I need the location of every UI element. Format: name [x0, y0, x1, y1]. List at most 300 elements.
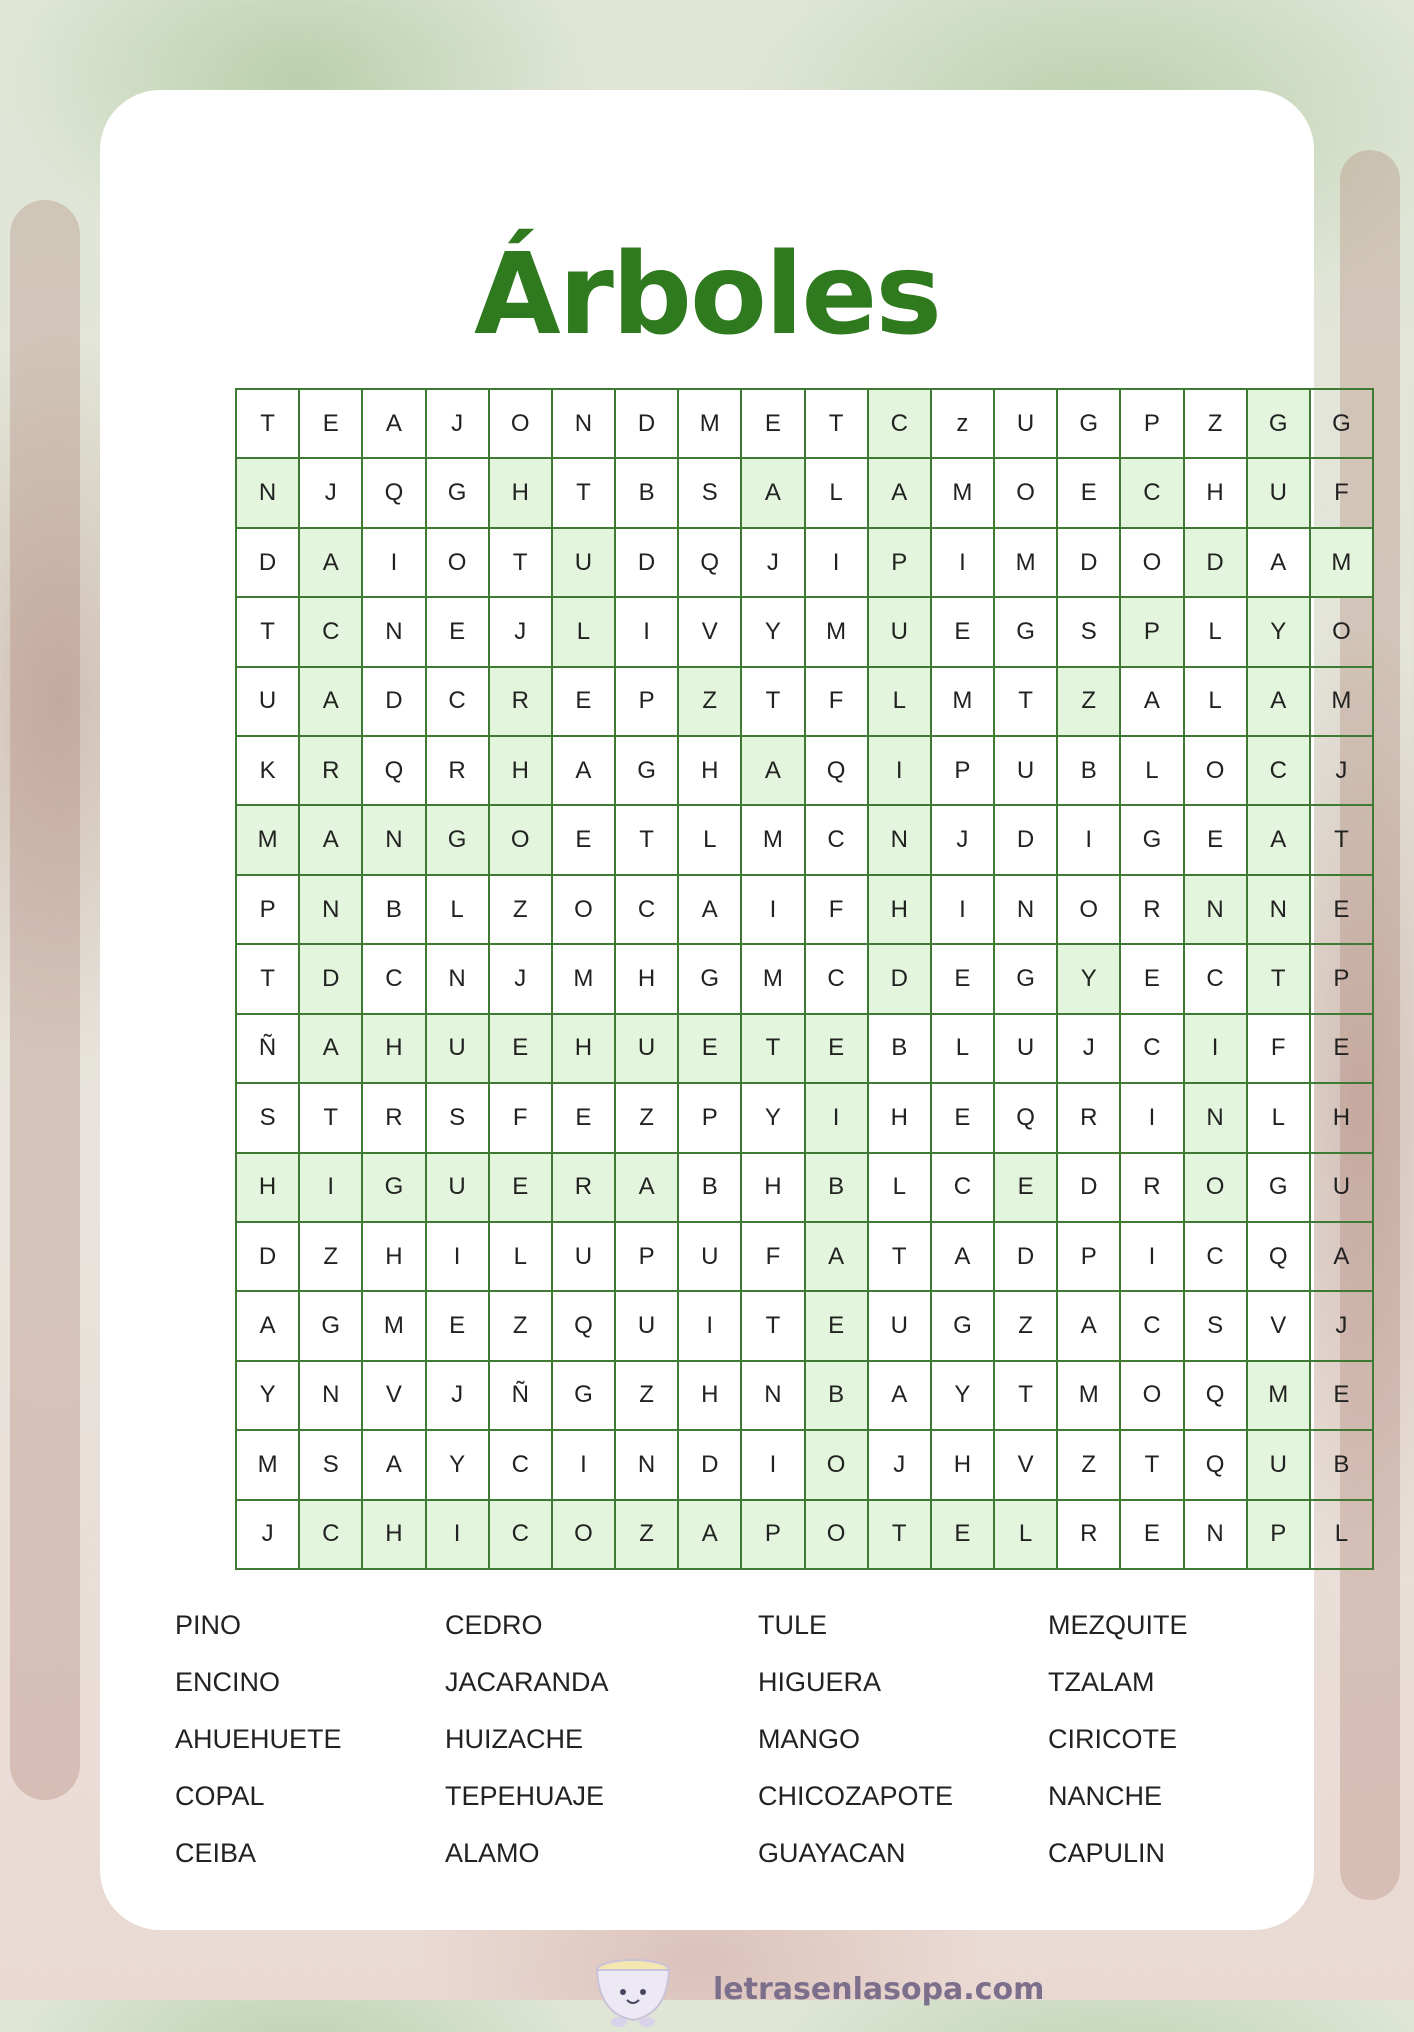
grid-cell[interactable]: C — [931, 1153, 994, 1222]
grid-cell[interactable]: J — [236, 1500, 299, 1569]
grid-cell[interactable]: H — [931, 1430, 994, 1499]
grid-cell[interactable]: H — [615, 944, 678, 1013]
grid-cell[interactable]: O — [552, 875, 615, 944]
grid-cell[interactable]: Ñ — [236, 1014, 299, 1083]
grid-cell[interactable]: E — [1120, 944, 1183, 1013]
grid-cell[interactable]: I — [741, 1430, 804, 1499]
grid-cell[interactable]: Q — [1184, 1430, 1247, 1499]
grid-cell[interactable]: M — [1310, 528, 1373, 597]
grid-cell[interactable]: M — [552, 944, 615, 1013]
grid-cell[interactable]: A — [299, 805, 362, 874]
grid-cell[interactable]: C — [426, 667, 489, 736]
grid-cell[interactable]: E — [489, 1153, 552, 1222]
grid-cell[interactable]: C — [299, 1500, 362, 1569]
grid-cell[interactable]: S — [299, 1430, 362, 1499]
grid-cell[interactable]: I — [868, 736, 931, 805]
grid-cell[interactable]: D — [236, 1222, 299, 1291]
grid-cell[interactable]: S — [236, 1083, 299, 1152]
grid-cell[interactable]: E — [552, 805, 615, 874]
grid-cell[interactable]: H — [868, 875, 931, 944]
grid-cell[interactable]: A — [868, 458, 931, 527]
grid-cell[interactable]: U — [994, 736, 1057, 805]
grid-cell[interactable]: G — [994, 944, 1057, 1013]
grid-cell[interactable]: H — [678, 1361, 741, 1430]
grid-cell[interactable]: B — [678, 1153, 741, 1222]
grid-cell[interactable]: Z — [994, 1291, 1057, 1360]
grid-cell[interactable]: D — [994, 1222, 1057, 1291]
grid-cell[interactable]: U — [615, 1014, 678, 1083]
grid-cell[interactable]: J — [489, 597, 552, 666]
grid-cell[interactable]: J — [868, 1430, 931, 1499]
grid-cell[interactable]: Ñ — [489, 1361, 552, 1430]
grid-cell[interactable]: O — [426, 528, 489, 597]
grid-cell[interactable]: N — [994, 875, 1057, 944]
grid-cell[interactable]: T — [1247, 944, 1310, 1013]
grid-cell[interactable]: A — [931, 1222, 994, 1291]
grid-cell[interactable]: G — [931, 1291, 994, 1360]
grid-cell[interactable]: M — [931, 458, 994, 527]
grid-cell[interactable]: P — [1310, 944, 1373, 1013]
grid-cell[interactable]: G — [552, 1361, 615, 1430]
grid-cell[interactable]: E — [931, 597, 994, 666]
grid-cell[interactable]: J — [1310, 1291, 1373, 1360]
grid-cell[interactable]: M — [741, 805, 804, 874]
grid-cell[interactable]: B — [805, 1361, 868, 1430]
grid-cell[interactable]: T — [741, 1291, 804, 1360]
grid-cell[interactable]: U — [994, 1014, 1057, 1083]
grid-cell[interactable]: H — [1184, 458, 1247, 527]
grid-cell[interactable]: G — [299, 1291, 362, 1360]
grid-cell[interactable]: E — [1310, 1014, 1373, 1083]
grid-cell[interactable]: P — [615, 1222, 678, 1291]
grid-cell[interactable]: D — [299, 944, 362, 1013]
grid-cell[interactable]: L — [931, 1014, 994, 1083]
grid-cell[interactable]: D — [615, 528, 678, 597]
grid-cell[interactable]: E — [489, 1014, 552, 1083]
grid-cell[interactable]: L — [489, 1222, 552, 1291]
grid-cell[interactable]: R — [552, 1153, 615, 1222]
grid-cell[interactable]: Y — [426, 1430, 489, 1499]
grid-cell[interactable]: B — [615, 458, 678, 527]
grid-cell[interactable]: M — [741, 944, 804, 1013]
grid-cell[interactable]: P — [1247, 1500, 1310, 1569]
grid-cell[interactable]: L — [994, 1500, 1057, 1569]
grid-cell[interactable]: C — [1184, 1222, 1247, 1291]
grid-cell[interactable]: Q — [552, 1291, 615, 1360]
grid-cell[interactable]: E — [741, 389, 804, 458]
grid-cell[interactable]: L — [1310, 1500, 1373, 1569]
grid-cell[interactable]: A — [362, 1430, 425, 1499]
grid-cell[interactable]: U — [1310, 1153, 1373, 1222]
grid-cell[interactable]: A — [678, 875, 741, 944]
grid-cell[interactable]: E — [931, 1083, 994, 1152]
grid-cell[interactable]: P — [1120, 597, 1183, 666]
grid-cell[interactable]: M — [678, 389, 741, 458]
grid-cell[interactable]: I — [1120, 1083, 1183, 1152]
grid-cell[interactable]: S — [426, 1083, 489, 1152]
grid-cell[interactable]: T — [805, 389, 868, 458]
grid-cell[interactable]: A — [236, 1291, 299, 1360]
grid-cell[interactable]: F — [805, 667, 868, 736]
grid-cell[interactable]: D — [678, 1430, 741, 1499]
grid-cell[interactable]: Y — [236, 1361, 299, 1430]
grid-cell[interactable]: C — [1247, 736, 1310, 805]
grid-cell[interactable]: A — [805, 1222, 868, 1291]
grid-cell[interactable]: M — [994, 528, 1057, 597]
grid-cell[interactable]: J — [931, 805, 994, 874]
grid-cell[interactable]: T — [489, 528, 552, 597]
grid-cell[interactable]: B — [362, 875, 425, 944]
grid-cell[interactable]: M — [1057, 1361, 1120, 1430]
grid-cell[interactable]: Y — [1247, 597, 1310, 666]
grid-cell[interactable]: C — [1120, 458, 1183, 527]
grid-cell[interactable]: H — [489, 736, 552, 805]
grid-cell[interactable]: S — [1184, 1291, 1247, 1360]
grid-cell[interactable]: A — [299, 1014, 362, 1083]
grid-cell[interactable]: C — [805, 944, 868, 1013]
grid-cell[interactable]: R — [299, 736, 362, 805]
grid-cell[interactable]: L — [868, 1153, 931, 1222]
grid-cell[interactable]: H — [678, 736, 741, 805]
grid-cell[interactable]: C — [805, 805, 868, 874]
grid-cell[interactable]: L — [426, 875, 489, 944]
grid-cell[interactable]: V — [678, 597, 741, 666]
grid-cell[interactable]: A — [678, 1500, 741, 1569]
grid-cell[interactable]: N — [1184, 1500, 1247, 1569]
grid-cell[interactable]: N — [1247, 875, 1310, 944]
grid-cell[interactable]: U — [1247, 458, 1310, 527]
grid-cell[interactable]: I — [741, 875, 804, 944]
grid-cell[interactable]: Y — [741, 597, 804, 666]
grid-cell[interactable]: B — [868, 1014, 931, 1083]
grid-cell[interactable]: E — [1184, 805, 1247, 874]
grid-cell[interactable]: Z — [615, 1083, 678, 1152]
grid-cell[interactable]: P — [678, 1083, 741, 1152]
grid-cell[interactable]: O — [1184, 736, 1247, 805]
grid-cell[interactable]: J — [741, 528, 804, 597]
grid-cell[interactable]: F — [805, 875, 868, 944]
grid-cell[interactable]: P — [931, 736, 994, 805]
grid-cell[interactable]: I — [1120, 1222, 1183, 1291]
grid-cell[interactable]: G — [1057, 389, 1120, 458]
grid-cell[interactable]: U — [426, 1014, 489, 1083]
grid-cell[interactable]: I — [805, 1083, 868, 1152]
grid-cell[interactable]: E — [1310, 1361, 1373, 1430]
grid-cell[interactable]: M — [236, 805, 299, 874]
grid-cell[interactable]: D — [994, 805, 1057, 874]
grid-cell[interactable]: G — [426, 805, 489, 874]
grid-cell[interactable]: Z — [489, 875, 552, 944]
grid-cell[interactable]: P — [1057, 1222, 1120, 1291]
grid-cell[interactable]: K — [236, 736, 299, 805]
grid-cell[interactable]: Z — [615, 1361, 678, 1430]
grid-cell[interactable]: T — [552, 458, 615, 527]
grid-cell[interactable]: A — [1247, 805, 1310, 874]
grid-cell[interactable]: C — [1184, 944, 1247, 1013]
grid-cell[interactable]: M — [1310, 667, 1373, 736]
grid-cell[interactable]: G — [678, 944, 741, 1013]
grid-cell[interactable]: G — [1120, 805, 1183, 874]
grid-cell[interactable]: A — [1247, 667, 1310, 736]
grid-cell[interactable]: N — [426, 944, 489, 1013]
grid-cell[interactable]: F — [489, 1083, 552, 1152]
grid-cell[interactable]: E — [1057, 458, 1120, 527]
grid-cell[interactable]: I — [1057, 805, 1120, 874]
grid-cell[interactable]: O — [489, 805, 552, 874]
grid-cell[interactable]: H — [489, 458, 552, 527]
grid-cell[interactable]: G — [615, 736, 678, 805]
grid-cell[interactable]: E — [1120, 1500, 1183, 1569]
grid-cell[interactable]: D — [615, 389, 678, 458]
grid-cell[interactable]: I — [678, 1291, 741, 1360]
grid-cell[interactable]: R — [1120, 875, 1183, 944]
grid-cell[interactable]: Q — [1184, 1361, 1247, 1430]
grid-cell[interactable]: S — [1057, 597, 1120, 666]
grid-cell[interactable]: T — [1310, 805, 1373, 874]
grid-cell[interactable]: T — [741, 667, 804, 736]
grid-cell[interactable]: J — [426, 389, 489, 458]
grid-cell[interactable]: N — [615, 1430, 678, 1499]
grid-cell[interactable]: D — [1184, 528, 1247, 597]
grid-cell[interactable]: Y — [931, 1361, 994, 1430]
grid-cell[interactable]: Y — [741, 1083, 804, 1152]
grid-cell[interactable]: A — [741, 736, 804, 805]
grid-cell[interactable]: Z — [489, 1291, 552, 1360]
grid-cell[interactable]: E — [552, 1083, 615, 1152]
grid-cell[interactable]: F — [741, 1222, 804, 1291]
grid-cell[interactable]: I — [426, 1500, 489, 1569]
grid-cell[interactable]: T — [236, 389, 299, 458]
grid-cell[interactable]: O — [1120, 1361, 1183, 1430]
grid-cell[interactable]: A — [1310, 1222, 1373, 1291]
grid-cell[interactable]: O — [552, 1500, 615, 1569]
grid-cell[interactable]: U — [678, 1222, 741, 1291]
grid-cell[interactable]: N — [299, 875, 362, 944]
grid-cell[interactable]: U — [994, 389, 1057, 458]
grid-cell[interactable]: D — [1057, 528, 1120, 597]
grid-cell[interactable]: I — [552, 1430, 615, 1499]
grid-cell[interactable]: O — [994, 458, 1057, 527]
grid-cell[interactable]: B — [1057, 736, 1120, 805]
grid-cell[interactable]: E — [805, 1291, 868, 1360]
grid-cell[interactable]: Q — [362, 736, 425, 805]
grid-cell[interactable]: M — [236, 1430, 299, 1499]
grid-cell[interactable]: D — [868, 944, 931, 1013]
grid-cell[interactable]: L — [868, 667, 931, 736]
grid-cell[interactable]: T — [236, 597, 299, 666]
grid-cell[interactable]: Z — [615, 1500, 678, 1569]
grid-cell[interactable]: R — [426, 736, 489, 805]
grid-cell[interactable]: R — [1120, 1153, 1183, 1222]
grid-cell[interactable]: G — [1247, 1153, 1310, 1222]
grid-cell[interactable]: I — [362, 528, 425, 597]
grid-cell[interactable]: Z — [299, 1222, 362, 1291]
grid-cell[interactable]: T — [741, 1014, 804, 1083]
grid-cell[interactable]: Z — [678, 667, 741, 736]
grid-cell[interactable]: P — [236, 875, 299, 944]
grid-cell[interactable]: M — [1247, 1361, 1310, 1430]
grid-cell[interactable]: B — [805, 1153, 868, 1222]
grid-cell[interactable]: C — [299, 597, 362, 666]
grid-cell[interactable]: O — [1310, 597, 1373, 666]
grid-cell[interactable]: U — [868, 1291, 931, 1360]
grid-cell[interactable]: V — [362, 1361, 425, 1430]
grid-cell[interactable]: G — [1310, 389, 1373, 458]
grid-cell[interactable]: O — [489, 389, 552, 458]
grid-cell[interactable]: H — [1310, 1083, 1373, 1152]
grid-cell[interactable]: V — [994, 1430, 1057, 1499]
grid-cell[interactable]: U — [426, 1153, 489, 1222]
grid-cell[interactable]: P — [868, 528, 931, 597]
grid-cell[interactable]: N — [1184, 1083, 1247, 1152]
grid-cell[interactable]: z — [931, 389, 994, 458]
grid-cell[interactable]: E — [931, 944, 994, 1013]
grid-cell[interactable]: I — [931, 528, 994, 597]
grid-cell[interactable]: I — [615, 597, 678, 666]
grid-cell[interactable]: O — [1057, 875, 1120, 944]
grid-cell[interactable]: H — [236, 1153, 299, 1222]
grid-cell[interactable]: H — [868, 1083, 931, 1152]
grid-cell[interactable]: I — [1184, 1014, 1247, 1083]
grid-cell[interactable]: L — [805, 458, 868, 527]
grid-cell[interactable]: G — [994, 597, 1057, 666]
grid-cell[interactable]: E — [299, 389, 362, 458]
grid-cell[interactable]: R — [489, 667, 552, 736]
grid-cell[interactable]: A — [362, 389, 425, 458]
grid-cell[interactable]: U — [552, 1222, 615, 1291]
grid-cell[interactable]: T — [615, 805, 678, 874]
grid-cell[interactable]: Y — [1057, 944, 1120, 1013]
grid-cell[interactable]: F — [1310, 458, 1373, 527]
grid-cell[interactable]: C — [1120, 1291, 1183, 1360]
grid-cell[interactable]: L — [1184, 667, 1247, 736]
grid-cell[interactable]: M — [805, 597, 868, 666]
grid-cell[interactable]: L — [1184, 597, 1247, 666]
grid-cell[interactable]: M — [931, 667, 994, 736]
grid-cell[interactable]: Z — [1184, 389, 1247, 458]
grid-cell[interactable]: N — [362, 597, 425, 666]
grid-cell[interactable]: N — [1184, 875, 1247, 944]
grid-cell[interactable]: C — [1120, 1014, 1183, 1083]
grid-cell[interactable]: N — [299, 1361, 362, 1430]
grid-cell[interactable]: A — [868, 1361, 931, 1430]
grid-cell[interactable]: H — [362, 1500, 425, 1569]
grid-cell[interactable]: R — [1057, 1500, 1120, 1569]
grid-cell[interactable]: P — [615, 667, 678, 736]
grid-cell[interactable]: L — [1120, 736, 1183, 805]
grid-cell[interactable]: U — [1247, 1430, 1310, 1499]
grid-cell[interactable]: G — [362, 1153, 425, 1222]
grid-cell[interactable]: J — [426, 1361, 489, 1430]
grid-cell[interactable]: C — [868, 389, 931, 458]
grid-cell[interactable]: D — [1057, 1153, 1120, 1222]
grid-cell[interactable]: T — [1120, 1430, 1183, 1499]
grid-cell[interactable]: U — [236, 667, 299, 736]
grid-cell[interactable]: T — [994, 667, 1057, 736]
grid-cell[interactable]: J — [299, 458, 362, 527]
grid-cell[interactable]: T — [868, 1500, 931, 1569]
grid-cell[interactable]: T — [299, 1083, 362, 1152]
grid-cell[interactable]: N — [552, 389, 615, 458]
grid-cell[interactable]: A — [299, 528, 362, 597]
grid-cell[interactable]: C — [362, 944, 425, 1013]
grid-cell[interactable]: E — [426, 1291, 489, 1360]
grid-cell[interactable]: J — [1310, 736, 1373, 805]
grid-cell[interactable]: L — [1247, 1083, 1310, 1152]
grid-cell[interactable]: Q — [1247, 1222, 1310, 1291]
grid-cell[interactable]: Z — [1057, 1430, 1120, 1499]
grid-cell[interactable]: T — [994, 1361, 1057, 1430]
grid-cell[interactable]: D — [236, 528, 299, 597]
grid-cell[interactable]: S — [678, 458, 741, 527]
grid-cell[interactable]: C — [615, 875, 678, 944]
grid-cell[interactable]: A — [741, 458, 804, 527]
grid-cell[interactable]: Q — [805, 736, 868, 805]
grid-cell[interactable]: L — [552, 597, 615, 666]
grid-cell[interactable]: G — [1247, 389, 1310, 458]
grid-cell[interactable]: C — [489, 1430, 552, 1499]
grid-cell[interactable]: M — [362, 1291, 425, 1360]
grid-cell[interactable]: F — [1247, 1014, 1310, 1083]
grid-cell[interactable]: G — [426, 458, 489, 527]
grid-cell[interactable]: A — [299, 667, 362, 736]
grid-cell[interactable]: U — [552, 528, 615, 597]
grid-cell[interactable]: D — [362, 667, 425, 736]
grid-cell[interactable]: H — [741, 1153, 804, 1222]
grid-cell[interactable]: O — [1120, 528, 1183, 597]
grid-cell[interactable]: N — [362, 805, 425, 874]
grid-cell[interactable]: P — [741, 1500, 804, 1569]
grid-cell[interactable]: O — [805, 1500, 868, 1569]
grid-cell[interactable]: A — [1057, 1291, 1120, 1360]
grid-cell[interactable]: T — [868, 1222, 931, 1291]
grid-cell[interactable]: E — [552, 667, 615, 736]
grid-cell[interactable]: A — [552, 736, 615, 805]
grid-cell[interactable]: I — [299, 1153, 362, 1222]
grid-cell[interactable]: Q — [678, 528, 741, 597]
grid-cell[interactable]: L — [678, 805, 741, 874]
grid-cell[interactable]: C — [489, 1500, 552, 1569]
grid-cell[interactable]: H — [552, 1014, 615, 1083]
grid-cell[interactable]: A — [615, 1153, 678, 1222]
grid-cell[interactable]: E — [931, 1500, 994, 1569]
grid-cell[interactable]: U — [615, 1291, 678, 1360]
grid-cell[interactable]: J — [489, 944, 552, 1013]
grid-cell[interactable]: N — [236, 458, 299, 527]
grid-cell[interactable]: Z — [1057, 667, 1120, 736]
grid-cell[interactable]: I — [931, 875, 994, 944]
grid-cell[interactable]: A — [1247, 528, 1310, 597]
grid-cell[interactable]: J — [1057, 1014, 1120, 1083]
grid-cell[interactable]: V — [1247, 1291, 1310, 1360]
grid-cell[interactable]: H — [362, 1222, 425, 1291]
grid-cell[interactable]: E — [994, 1153, 1057, 1222]
grid-cell[interactable]: Q — [994, 1083, 1057, 1152]
grid-cell[interactable]: T — [236, 944, 299, 1013]
grid-cell[interactable]: E — [1310, 875, 1373, 944]
grid-cell[interactable]: E — [678, 1014, 741, 1083]
grid-cell[interactable]: P — [1120, 389, 1183, 458]
grid-cell[interactable]: I — [805, 528, 868, 597]
grid-cell[interactable]: E — [426, 597, 489, 666]
grid-cell[interactable]: O — [805, 1430, 868, 1499]
grid-cell[interactable]: Q — [362, 458, 425, 527]
grid-cell[interactable]: I — [426, 1222, 489, 1291]
grid-cell[interactable]: U — [868, 597, 931, 666]
grid-cell[interactable]: B — [1310, 1430, 1373, 1499]
grid-cell[interactable]: N — [868, 805, 931, 874]
grid-cell[interactable]: A — [1120, 667, 1183, 736]
